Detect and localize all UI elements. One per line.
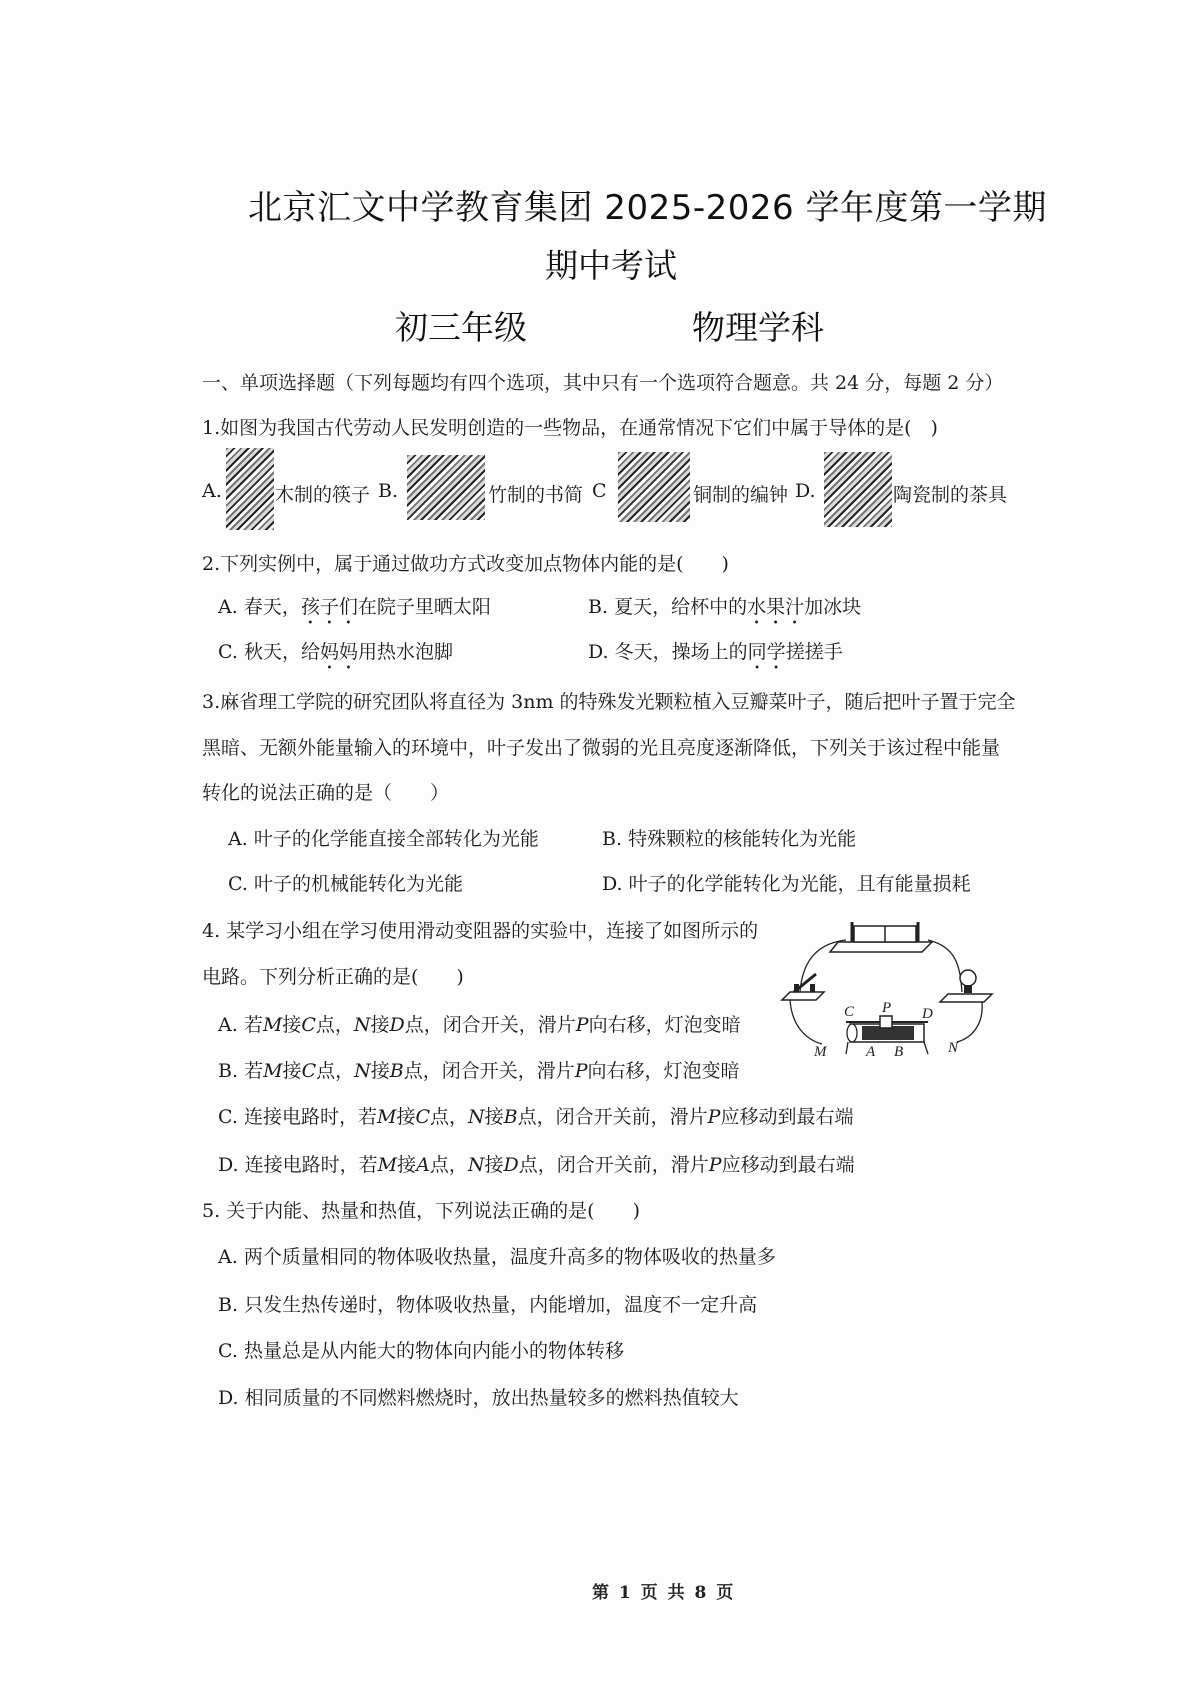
option-text: 夏天，给杯中的 [614, 596, 748, 618]
option-text: 热量总是从内能大的物体向内能小的物体转移 [243, 1340, 624, 1362]
var-point: C [301, 1014, 316, 1036]
option-text: 叶子的化学能转化为光能，且有能量损耗 [628, 873, 971, 895]
option-text: 点， [316, 1060, 355, 1082]
question-5-option-c [218, 1336, 624, 1363]
option-text: 用热水泡脚 [357, 641, 453, 663]
var-point: B [389, 1060, 404, 1082]
terminal-c-label: C [844, 1004, 855, 1020]
option-text: 在院子里晒太阳 [357, 596, 491, 618]
option-label: A. [218, 1246, 238, 1268]
emphasized-object: 妈妈 [319, 641, 358, 663]
option-label: B. [218, 1294, 239, 1316]
page-number: 第 1 页 共 8 页 [592, 1583, 736, 1603]
question-3-stem-line-3: 转化的说法正确的是（ ） [202, 782, 450, 804]
question-4-option-d [218, 1150, 855, 1177]
option-text: 秋天，给 [243, 641, 320, 663]
option-text: 向右移，灯泡变暗 [588, 1014, 741, 1036]
option-label: D. [795, 480, 816, 502]
question-5-option-d [218, 1383, 739, 1410]
option-text: 接 [484, 1154, 504, 1176]
var-point: D [389, 1014, 405, 1036]
question-2-option-a [218, 592, 491, 629]
option-text: 两个质量相同的物体吸收热量，温度升高多的物体吸收的热量多 [243, 1246, 776, 1268]
terminal-d-label: D [922, 1006, 933, 1022]
option-text: 若 [243, 1014, 263, 1036]
var-p: P [707, 1106, 721, 1128]
wire-n-label: N [948, 1040, 959, 1056]
option-text: 接 [396, 1106, 416, 1128]
question-4-option-b [218, 1056, 740, 1083]
option-text: 铜制的编钟 [693, 484, 789, 506]
option-label: D. [602, 873, 623, 895]
section-heading: 一、单项选择题（下列每题均有四个选项，其中只有一个选项符合题意。共 24 分，每题 2 分） [202, 372, 1004, 394]
option-label: C. [218, 641, 238, 663]
option-text: 陶瓷制的茶具 [893, 484, 1008, 506]
option-label: C. [228, 873, 248, 895]
var-point: B [503, 1106, 518, 1128]
slider-p-label: P [882, 1000, 892, 1016]
option-text: 点， [315, 1014, 354, 1036]
var-point: C [301, 1060, 317, 1082]
option-text: 接 [484, 1106, 504, 1128]
option-label: D. [218, 1387, 239, 1409]
option-label: B. [378, 480, 399, 502]
option-text: 点，闭合开关前，滑片 [517, 1106, 708, 1128]
option-text: 应移动到最右端 [721, 1154, 855, 1176]
option-label: A. [218, 1014, 238, 1036]
option-text: 连接电路时，若 [243, 1106, 377, 1128]
var-m: M [376, 1106, 397, 1128]
question-5-option-a [218, 1242, 776, 1269]
question-1-stem: 1.如图为我国古代劳动人民发明创造的一些物品，在通常情况下它们中属于导体的是( ) [202, 417, 938, 439]
var-point: A [416, 1154, 430, 1176]
emphasized-object: 同学 [747, 641, 786, 663]
option-text: 加冰块 [804, 596, 862, 618]
option-text: 接 [370, 1060, 390, 1082]
emphasized-object: 孩子们 [300, 596, 358, 618]
var-n: N [353, 1014, 371, 1036]
question-4-option-a [218, 1010, 741, 1037]
var-m: M [377, 1154, 398, 1176]
wire-m-label: M [814, 1044, 827, 1060]
option-text: 木制的筷子 [275, 484, 371, 506]
option-text: 接 [282, 1014, 302, 1036]
var-m: M [263, 1060, 283, 1082]
question-5-stem: 5. 关于内能、热量和热值，下列说法正确的是( ) [202, 1200, 640, 1222]
option-text: 接 [370, 1014, 390, 1036]
var-p: P [574, 1060, 588, 1082]
exam-type: 期中考试 [545, 246, 677, 285]
option-text: 点，闭合开关，滑片 [403, 1060, 575, 1082]
question-5-option-b [218, 1290, 757, 1317]
circuit-diagram [772, 912, 1002, 1062]
option-label: A. [218, 596, 238, 618]
option-label: B. [218, 1060, 239, 1082]
question-3-stem-line-2: 黑暗、无额外能量输入的环境中，叶子发出了微弱的光且亮度逐渐降低，下列关于该过程中能量 [202, 737, 1001, 759]
question-2-option-c [218, 637, 453, 674]
bronze-bells-image [618, 452, 690, 522]
option-label: C [592, 480, 607, 502]
question-3-stem-line-1: 3.麻省理工学院的研究团队将直径为 3nm 的特殊发光颗粒植入豆瓣菜叶子，随后把叶子置于完全 [202, 691, 1016, 713]
option-text: 应移动到最右端 [720, 1106, 854, 1128]
var-m: M [262, 1014, 283, 1036]
emphasized-object: 水果汁 [747, 596, 805, 618]
option-text: 春天， [243, 596, 301, 618]
bamboo-slips-image [407, 455, 485, 520]
question-3-option-a [228, 824, 539, 851]
grade-label: 初三年级 [395, 308, 527, 347]
option-text: 特殊颗粒的核能转化为光能 [628, 828, 857, 850]
terminal-a-label: A [866, 1044, 876, 1060]
question-3-option-b [602, 824, 856, 851]
option-label: D. [588, 641, 609, 663]
option-text: 接 [282, 1060, 302, 1082]
option-label: C. [218, 1106, 238, 1128]
var-n: N [354, 1060, 371, 1082]
option-text: 点，闭合开关，滑片 [404, 1014, 576, 1036]
option-text: 点，闭合开关前，滑片 [518, 1154, 709, 1176]
question-3-option-c [228, 869, 463, 896]
var-p: P [708, 1154, 722, 1176]
question-2-option-b [588, 592, 861, 629]
question-4-option-c [218, 1102, 853, 1129]
var-p: P [575, 1014, 589, 1036]
option-text: 点， [430, 1106, 469, 1128]
option-label: A. [202, 480, 222, 502]
option-label: C. [218, 1340, 238, 1362]
question-2-option-d [588, 637, 843, 674]
chopsticks-image [226, 448, 274, 530]
option-text: 叶子的化学能直接全部转化为光能 [253, 828, 539, 850]
question-4-stem-line-2: 电路。下列分析正确的是( ) [202, 966, 464, 988]
var-n: N [467, 1154, 485, 1176]
option-label: D. [218, 1154, 239, 1176]
option-text: 叶子的机械能转化为光能 [253, 873, 463, 895]
question-3-option-d [602, 869, 971, 896]
option-text: 只发生热传递时，物体吸收热量，内能增加，温度不一定升高 [244, 1294, 758, 1316]
terminal-b-label: B [894, 1044, 904, 1060]
option-text: 搓搓手 [785, 641, 843, 663]
option-label: A. [228, 828, 248, 850]
exam-title: 北京汇文中学教育集团 2025-2026 学年度第一学期 [248, 188, 1047, 228]
option-text: 若 [244, 1060, 264, 1082]
option-label: B. [602, 828, 623, 850]
option-label: B. [588, 596, 609, 618]
question-4-stem-line-1: 4. 某学习小组在学习使用滑动变阻器的实验中，连接了如图所示的 [202, 920, 759, 942]
question-2-stem: 2.下列实例中，属于通过做功方式改变加点物体内能的是( ) [202, 553, 729, 575]
option-text: 向右移，灯泡变暗 [587, 1060, 740, 1082]
option-text: 连接电路时，若 [244, 1154, 378, 1176]
var-point: C [415, 1106, 430, 1128]
ceramic-teaset-image [824, 452, 892, 527]
var-point: D [503, 1154, 519, 1176]
subject-label: 物理学科 [692, 308, 824, 347]
var-n: N [468, 1106, 485, 1128]
option-text: 冬天，操场上的 [614, 641, 748, 663]
option-text: 竹制的书简 [488, 484, 584, 506]
option-text: 相同质量的不同燃料燃烧时，放出热量较多的燃料热值较大 [244, 1387, 739, 1409]
option-text: 接 [397, 1154, 417, 1176]
option-text: 点， [429, 1154, 468, 1176]
